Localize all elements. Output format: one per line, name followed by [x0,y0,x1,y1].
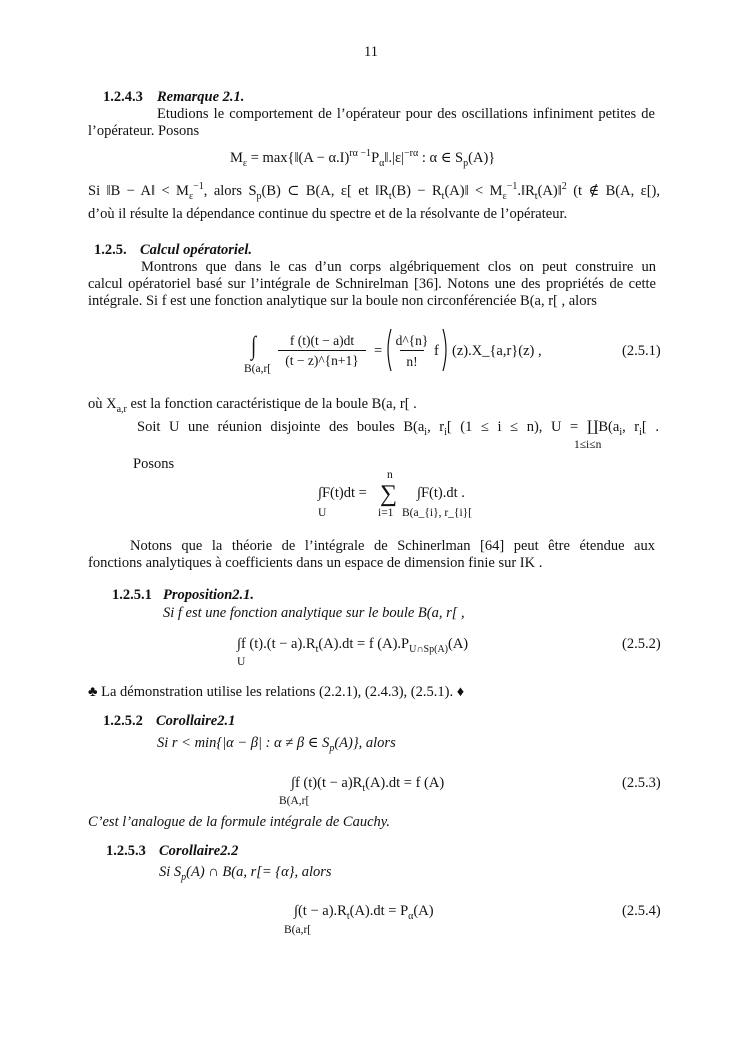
page-number: 11 [364,44,378,60]
rhs-domain: B(a_{i}, r_{i}[ [402,507,472,519]
left-paren [384,328,392,372]
proposition-statement: Si f est une fonction analytique sur le boule B(a, r[ , [163,605,465,621]
section-number: 1.2.4.3 [103,89,143,105]
sum-lower: i=1 [378,507,394,519]
section-title: Proposition2.1. [163,587,255,603]
integral-domain: B(a,r[ [244,363,272,375]
equation-label: (2.5.3) [622,775,661,791]
formula-2-5-4: $\int(t - a).R_t(A).dt = P_\alpha(A)$ [294,903,434,922]
section-title: Corollaire2.1 [156,713,236,729]
paragraph-line: Notons que la théorie de l’intégrale de Schinerlman [64] peut être étendue aux [130,538,655,554]
paragraph-line: Posons [133,456,175,472]
proof-note: ♣ La démonstration utilise les relations (2.2.1), (2.4.3), (2.5.1). ♦ [88,684,465,700]
paragraph-line: Etudions le comportement de l’opérateur pour des oscillations infiniment petites de [157,106,655,122]
inner-numerator: d^{n} [395,333,429,348]
section-number: 1.2.5.3 [106,843,146,859]
formula-2-5-2: ∫f $(t).(t - a).R_t(A).dt = f$ $(A).P_{U\cap Sp(A)}(A)$ [237,636,469,655]
formula-m-epsilon: $M_\varepsilon$ = max{‖(A − $\alpha.I)^{r\alpha -1}P_\alpha‖.|\varepsilon|^{-r\alpha}$ : α ∈ $S_p(A)$} [230,148,496,169]
lhs: ∫F(t)dt = [318,485,367,501]
paragraph-line: Montrons que dans le cas d’un corps algébriquement clos on peut construire un [141,259,656,275]
paragraph-line: d’où il résulte la dépendance continue du spectre et de la résolvante de l’opérateur. [88,206,568,222]
rhs: ∫F(t).dt . [417,485,465,501]
section-number: 1.2.5. [94,242,127,258]
equation-label: (2.5.2) [622,636,661,652]
integral-domain: U [237,656,246,668]
section-title: Corollaire2.2 [159,843,239,859]
section-title: Remarque 2.1. [157,89,245,105]
formula-2-5-3: ∫f $(t)(t - a)R_t(A).dt = f$ (A) [291,775,445,794]
integral-domain: B(a,r[ [284,924,312,936]
lhs-domain: U [318,507,327,519]
equation-label: (2.5.1) [622,343,661,359]
equation-rest: (z).X_{a,r}(z) , [452,343,542,359]
fraction-numerator: f (t)(t − a)dt [289,333,355,348]
inner-denominator: n! [406,354,418,369]
section-number: 1.2.5.1 [112,587,152,603]
paragraph-line: fonctions analytiques à coefficients dans un espace de dimension finie sur IK . [88,555,543,571]
section-title: Calcul opératoriel. [140,242,252,258]
equals-sign: = [374,343,383,359]
corollary-statement: Si r < min{|α − β| : α ≠ β ∈ $S_p(A)$}, alors [157,735,396,754]
paragraph-line: Si ‖B − A‖ < $M_\varepsilon^{-1}$, alors $S_p(B)$ ⊂ B(A, ε[ et $‖R_t(B)$ − $R_t(A)‖$ < $M_\varepsilon^{-1}.‖R_t(A)‖^2$ (t ∉ B(A, ε[), [88,181,661,202]
corollary-statement: Si $S_p(A)$ ∩ B(a, r[= {α}, alors [159,864,332,883]
paragraph-line: Soit U une réunion disjointe des boules $B(a_i$, $r_i$[ (1 ≤ i ≤ n), $U = ∐B(a_i$, $r_i$[ . [137,419,659,438]
paragraph-line: calcul opératoriel basé sur l’intégrale de Schnirelman [36]. Notons une des propriétés de cette [88,276,656,292]
integral-domain: B(A,r[ [279,795,310,807]
coproduct-index: 1≤i≤n [574,439,602,451]
remark: C’est l’analogue de la formule intégrale de Cauchy. [88,814,391,830]
fraction-denominator: (t − z)^{n+1} [285,353,359,368]
sum-sign: ∑ [380,481,398,507]
paragraph-line: où $X_{a,r}$ est la fonction caractéristique de la boule B(a, r[ . [88,396,417,415]
paragraph-line: l’opérateur. Posons [88,123,200,139]
right-paren [442,328,450,372]
paragraph-line: intégrale. Si f est une fonction analytique sur la boule non circonférenciée B(a, r[ , alors [88,293,597,309]
sum-upper: n [387,469,393,481]
integral-sign: ∫ [251,331,257,360]
function-f: f [434,343,439,359]
section-number: 1.2.5.2 [103,713,143,729]
equation-label: (2.5.4) [622,903,661,919]
